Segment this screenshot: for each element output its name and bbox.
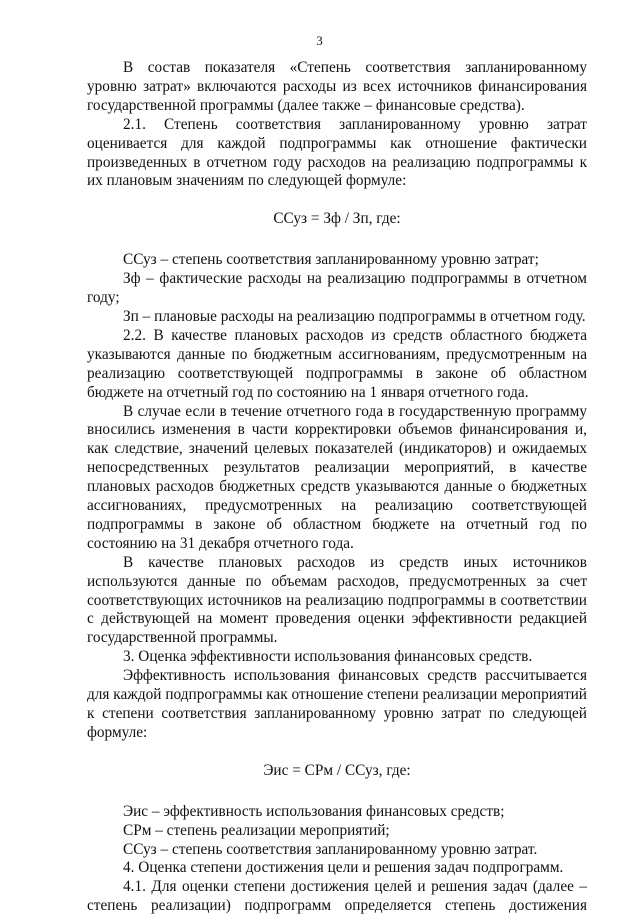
paragraph-2-1: 2.1. Степень соответствия запланированному уровню затрат оценивается для каждой подпрограммы как отношение фактически произведенных в отчетном году расходов на реализацию подпрограммы к их плановым значениям по следующей формуле: xyxy=(87,115,587,190)
definition-srm: СРм – степень реализации мероприятий; xyxy=(123,821,390,839)
paragraph-program-changes: В случае если в течение отчетного года в государственную программу вносились изменения в части корректировки объемов финансирования и, как следствие, значений целевых показателей (индикаторов) и ожидаемых непосредственных результатов реализации мероприятий, в качестве плановых расходов бюджетных средств указываются данные о бюджетных ассигнованиях, предусмотренных на реализацию соответствующей подпрограммы в законе об областном бюджете на отчетный год по состоянию на 31 декабря отчетного года. xyxy=(87,402,587,552)
section-4-heading: 4. Оценка степени достижения цели и решения задач подпрограмм. xyxy=(123,859,564,877)
paragraph-2-2: 2.2. В качестве плановых расходов из средств областного бюджета указываются данные по бюджетным ассигнованиям, предусмотренным на реализацию соответствующей подпрограммы в законе об областном бюджете на отчетный год по состоянию на 1 января отчетного года. xyxy=(87,326,587,401)
definition-zp: Зп – плановые расходы на реализацию подпрограммы в отчетном году. xyxy=(123,307,586,325)
page-number: 3 xyxy=(316,33,323,48)
formula-ssuz: ССуз = Зф / Зп, где: xyxy=(273,210,401,228)
paragraph-efficiency: Эффективность использования финансовых средств рассчитывается для каждой подпрограммы как отношение степени реализации мероприятий к степени соответствия запланированному уровню затрат по следующей формуле: xyxy=(87,667,587,741)
definition-eis: Эис – эффективность использования финансовых средств; xyxy=(123,802,505,820)
paragraph-expense-composition: В состав показателя «Степень соответствия запланированному уровню затрат» включаются расходы из всех источников финансирования государственной программы (далее также – финансовые средства). xyxy=(87,59,587,114)
definition-ssuz: ССуз – степень соответствия запланированному уровню затрат; xyxy=(123,251,539,269)
section-3-heading: 3. Оценка эффективности использования финансовых средств. xyxy=(123,648,533,666)
paragraph-4-1: 4.1. Для оценки степени достижения целей и решения задач (далее – степень реализации) подпрограмм определяется степень достижения xyxy=(87,878,587,915)
definition-ssuz-2: ССуз – степень соответствия запланированному уровню затрат. xyxy=(123,840,538,858)
formula-eis: Эис = СРм / ССуз, где: xyxy=(263,761,411,779)
paragraph-other-sources: В качестве плановых расходов из средств иных источников используются данные по объемам расходов, предусмотренных за счет соответствующих источников на реализацию подпрограммы в соответствии с действующей на момент проведения оценки эффективности редакцией государственной программы. xyxy=(87,553,587,647)
definition-zf: Зф – фактические расходы на реализацию подпрограммы в отчетном году; xyxy=(87,270,587,307)
document-body xyxy=(87,59,587,916)
